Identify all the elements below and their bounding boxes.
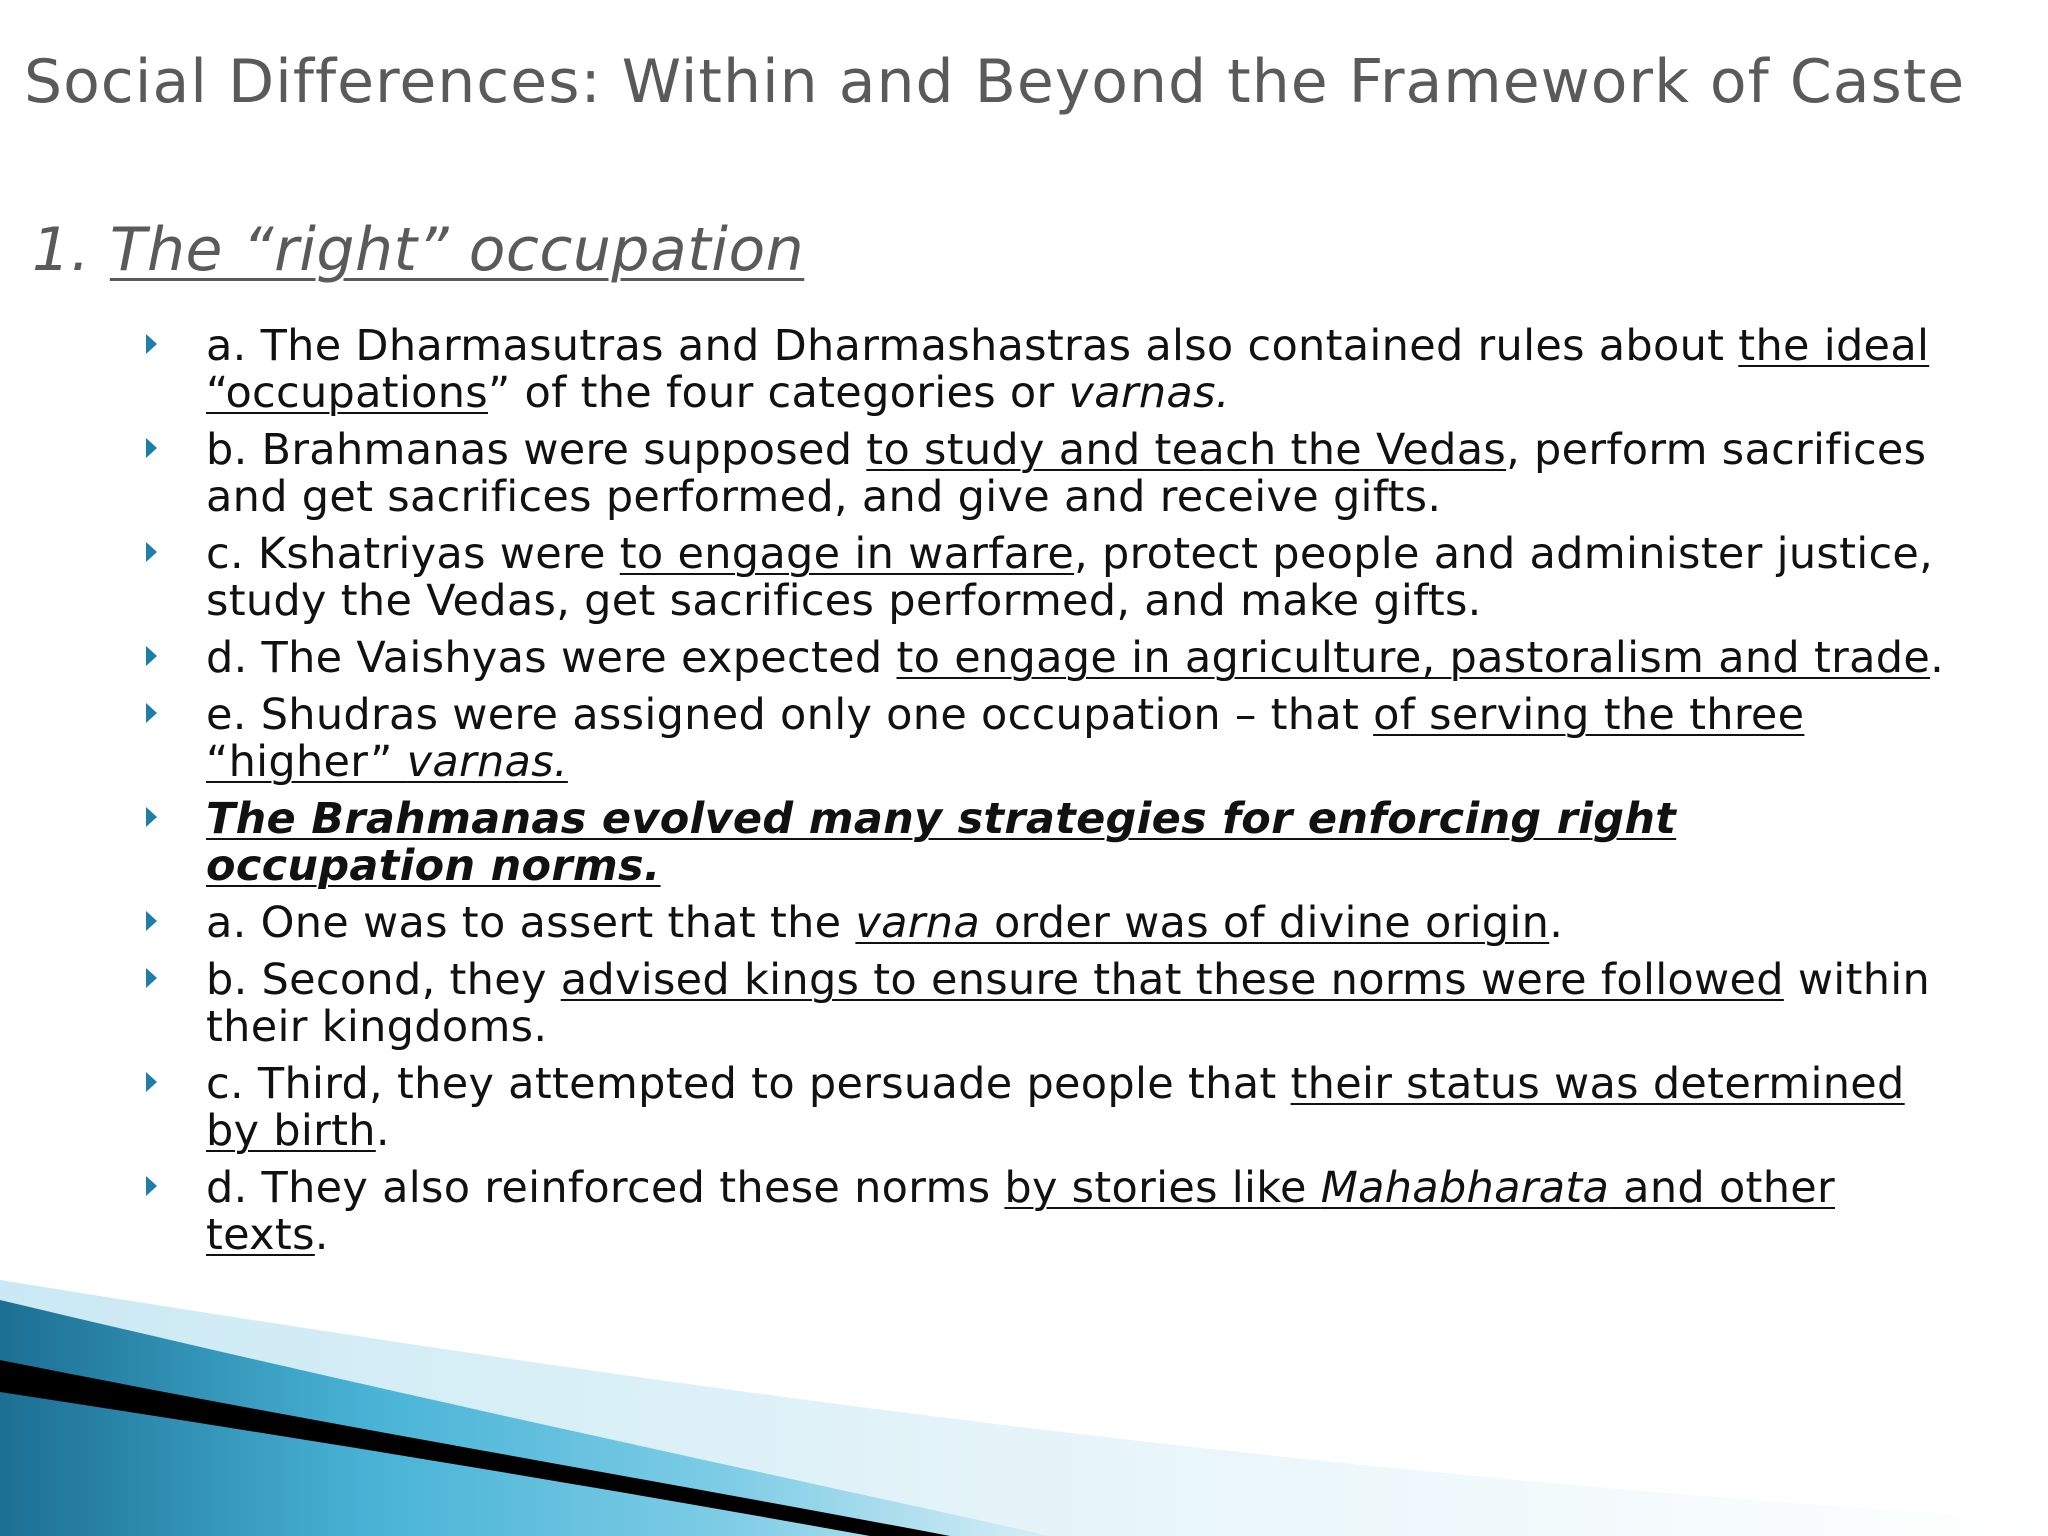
bullet-text: a. The Dharmasutras and Dharmashastras also contained rules about [206, 321, 1739, 371]
bullet-item [146, 900, 1946, 947]
bullet-text-underlined: of serving the three “higher” [206, 690, 1805, 787]
bullet-list [146, 323, 1946, 1269]
bullet-text-underlined-italic: varna [855, 898, 980, 948]
bullet-text: . [1930, 633, 1945, 683]
bullet-text: , perform sacrifices and get sacrifices performed, and give and receive gifts. [206, 425, 1927, 522]
bullet-triangle-icon [146, 703, 157, 723]
bullet-triangle-icon [146, 968, 157, 988]
bullet-text: b. Second, they [206, 955, 561, 1005]
bullet-text: d. The Vaishyas were expected [206, 633, 897, 683]
bullet-triangle-icon [146, 542, 157, 562]
bullet-item-emphasis [146, 796, 1946, 890]
bullet-text-underlined: the ideal “occupations [206, 321, 1930, 418]
bullet-text: . [375, 1106, 390, 1156]
bullet-triangle-icon [146, 1176, 157, 1196]
bullet-item [146, 957, 1946, 1051]
bullet-text-underlined: and other texts [206, 1163, 1835, 1260]
bullet-item [146, 1061, 1946, 1155]
bullet-item [146, 692, 1946, 786]
bullet-text: c. Kshatriyas were [206, 529, 620, 579]
bullet-text: d. They also reinforced these norms [206, 1163, 1005, 1213]
bullet-item [146, 531, 1946, 625]
bullet-item [146, 323, 1946, 417]
bullet-text-underlined: by stories like [1004, 1163, 1321, 1213]
bullet-triangle-icon [146, 911, 157, 931]
bullet-text: b. Brahmanas were supposed [206, 425, 867, 475]
bullet-text-underlined: their status was determined by birth [206, 1059, 1905, 1156]
bullet-text-underlined: to engage in warfare [619, 529, 1075, 579]
bullet-text: . [1549, 898, 1564, 948]
bullet-item [146, 1165, 1946, 1259]
slide-title: Social Differences: Within and Beyond the Framework of Caste [24, 47, 1966, 117]
bullet-triangle-icon [146, 807, 157, 827]
bullet-item [146, 635, 1946, 682]
bullet-text: ” of the four categories or [488, 368, 1069, 418]
bullet-text-underlined-italic: Mahabharata [1320, 1163, 1610, 1213]
bullet-text-underlined: to study and teach the Vedas [866, 425, 1507, 475]
bullet-text: . [314, 1210, 329, 1260]
bullet-text: c. Third, they attempted to persuade people that [206, 1059, 1291, 1109]
bullet-text-underlined: to engage in agriculture, pastoralism and trade [896, 633, 1931, 683]
decorative-swoosh [0, 1280, 2048, 1536]
bullet-text-italic: varnas. [1068, 368, 1230, 418]
bullet-triangle-icon [146, 1072, 157, 1092]
bullet-text: within their kingdoms. [206, 955, 1931, 1052]
slide-subtitle [32, 212, 804, 288]
bullet-triangle-icon [146, 334, 157, 354]
subtitle-number: 1. [32, 215, 110, 285]
bullet-text-underlined: advised kings to ensure that these norms were followed [560, 955, 1784, 1005]
bullet-text-underlined: order was of divine origin [979, 898, 1550, 948]
subtitle-text: The “right” occupation [109, 215, 805, 285]
bullet-text: a. One was to assert that the [206, 898, 856, 948]
bullet-text-bold-italic: The Brahmanas evolved many strategies for enforcing right occupation norms. [206, 794, 1677, 891]
bullet-triangle-icon [146, 438, 157, 458]
bullet-text: , protect people and administer justice, study the Vedas, get sacrifices performed, and make gifts. [206, 529, 1934, 626]
bullet-item [146, 427, 1946, 521]
bullet-triangle-icon [146, 646, 157, 666]
bullet-text-underlined-italic: varnas. [406, 737, 568, 787]
bullet-text: e. Shudras were assigned only one occupation – that [206, 690, 1374, 740]
